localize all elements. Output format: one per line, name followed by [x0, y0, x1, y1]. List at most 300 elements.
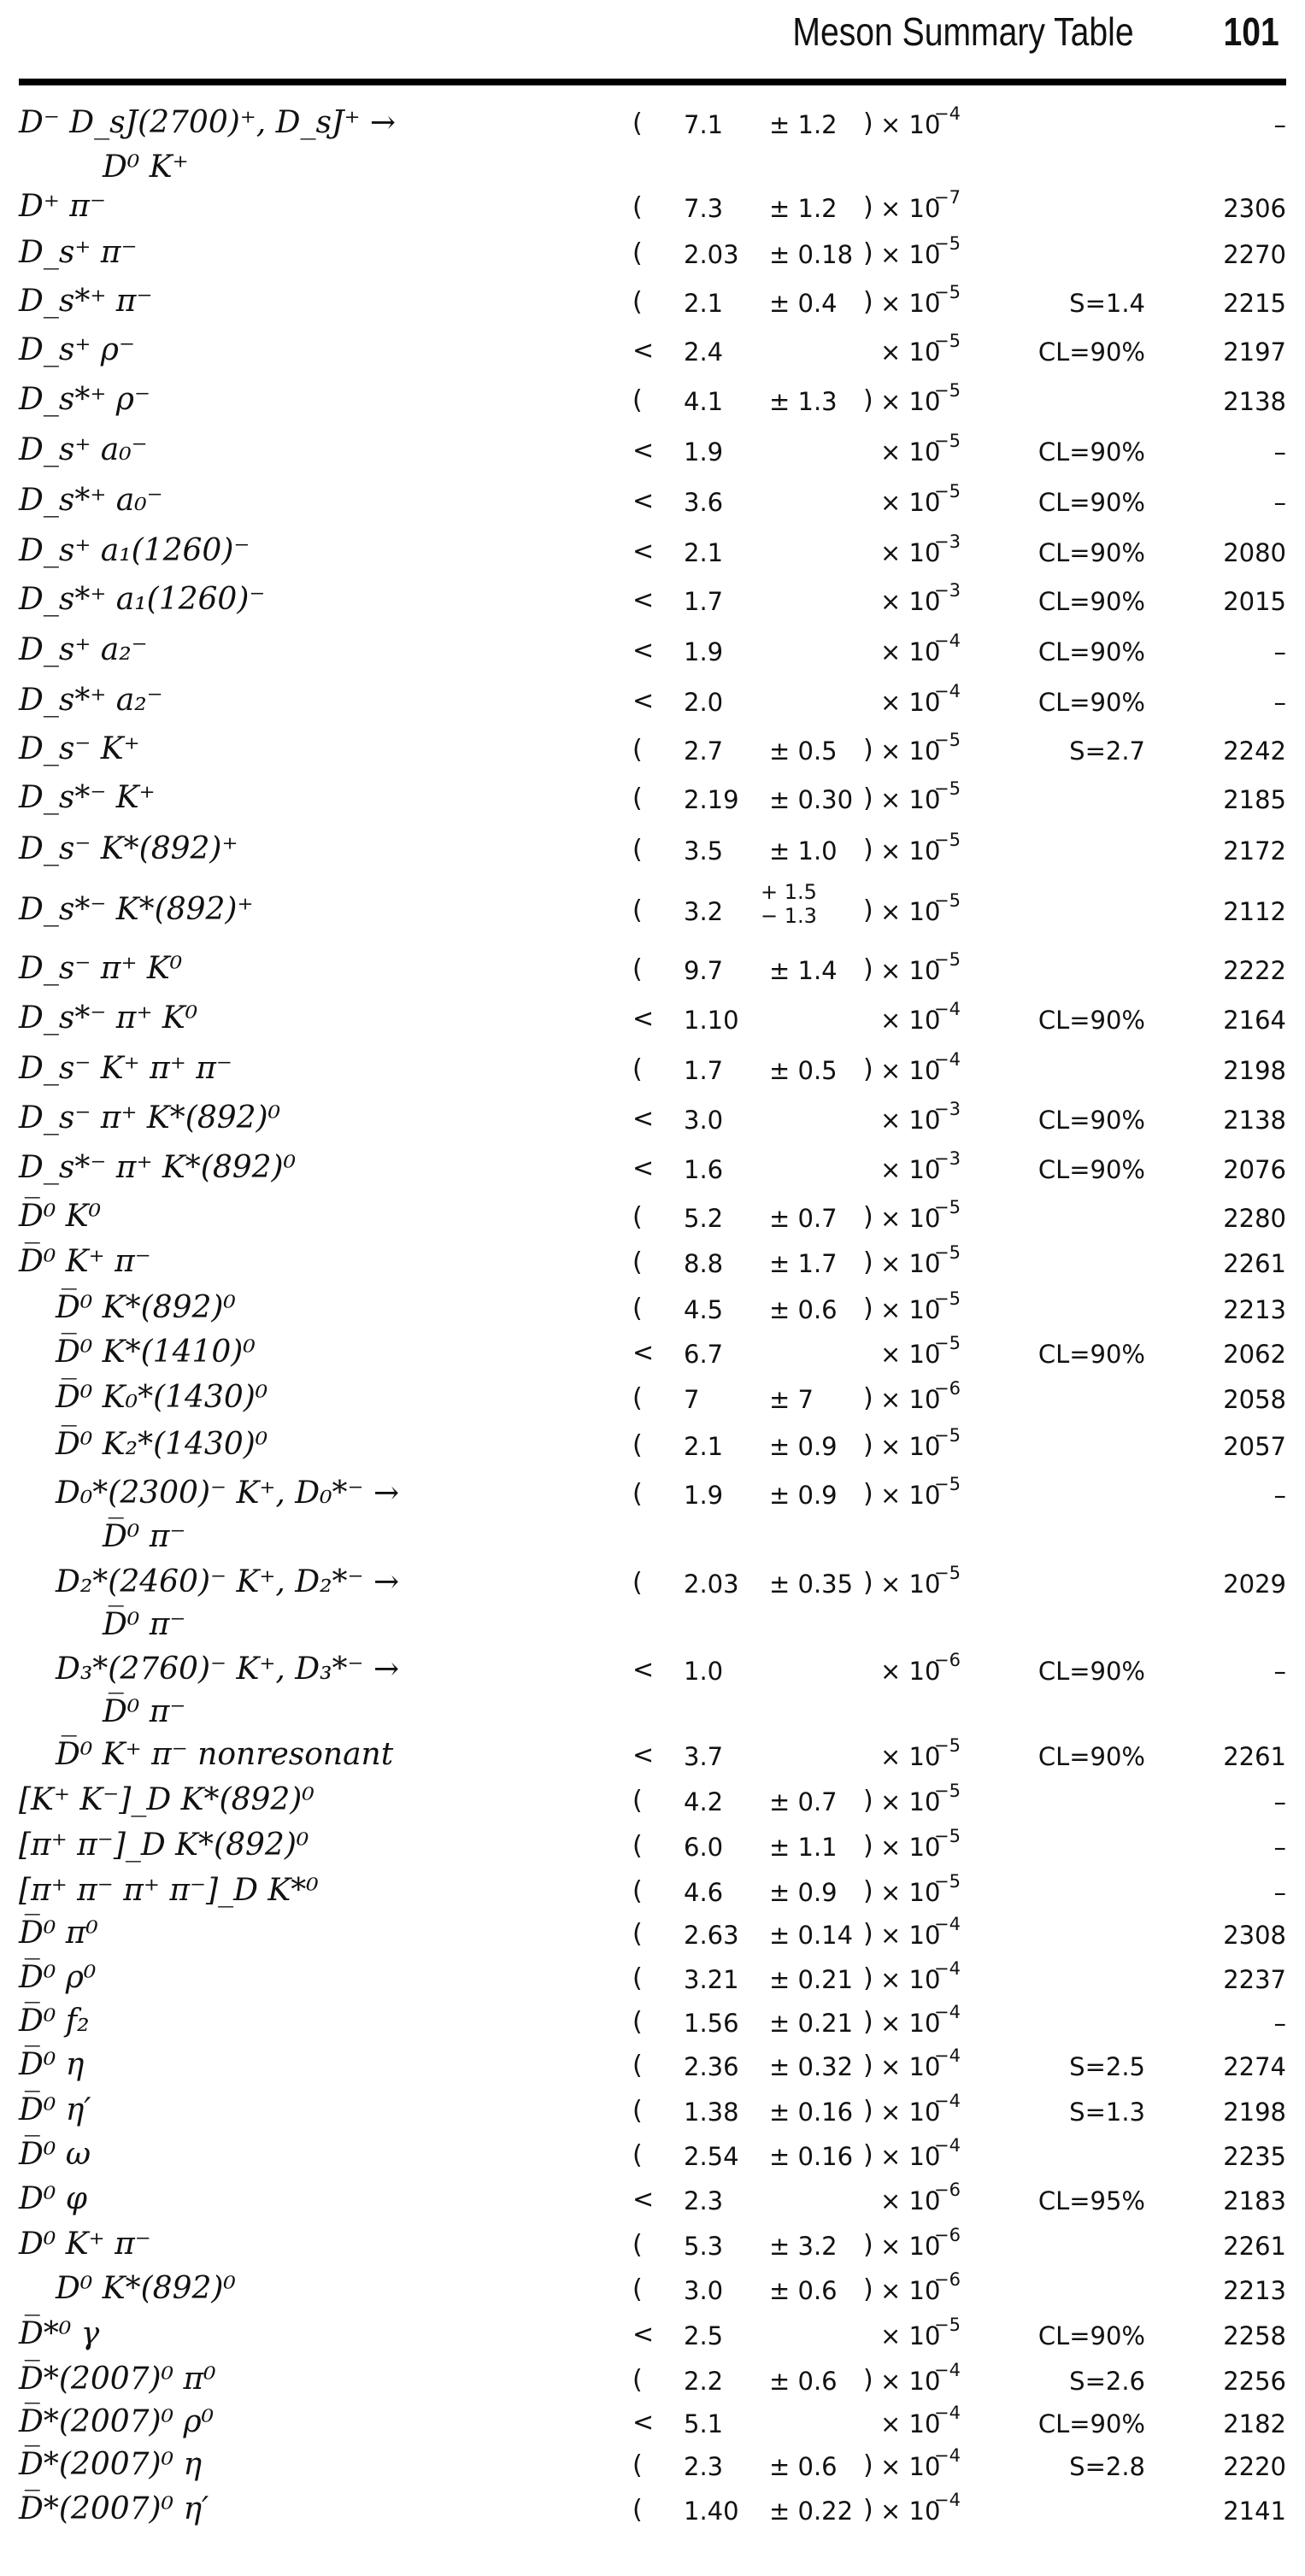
momentum-value: 2215 — [1223, 289, 1286, 318]
decay-mode: D_s⁺ a₁(1260)⁻ — [19, 533, 250, 568]
exponent: −4 — [934, 2045, 961, 2066]
fraction-value: 1.7 — [684, 587, 724, 616]
close-paren: ) — [863, 1831, 873, 1861]
table-row — [0, 1519, 1305, 1562]
table-row — [0, 2004, 1305, 2046]
exponent: −4 — [934, 2403, 961, 2423]
table-row — [0, 1051, 1305, 1094]
table-row — [0, 2404, 1305, 2447]
relation-symbol: < — [632, 2320, 655, 2350]
relation-symbol: ( — [632, 954, 643, 984]
momentum-value: 2138 — [1223, 1106, 1286, 1135]
momentum-value: 2198 — [1223, 1056, 1286, 1085]
close-paren: ) — [863, 1294, 873, 1323]
fraction-value: 2.1 — [684, 538, 724, 567]
momentum-value: 2185 — [1223, 785, 1286, 814]
close-paren: ) — [863, 2140, 873, 2170]
close-paren: ) — [863, 1383, 873, 1413]
table-row — [0, 189, 1305, 232]
relation-symbol: < — [632, 1655, 655, 1685]
table-row — [0, 1916, 1305, 1958]
momentum-value: – — [1273, 110, 1286, 139]
close-paren: ) — [863, 2051, 873, 2080]
fit-note: CL=90% — [1038, 1657, 1145, 1686]
fraction-error: ± 0.30 — [769, 785, 854, 814]
decay-mode: D̅⁰ K*(892)⁰ — [56, 1290, 236, 1325]
scale-factor: × 10 — [880, 956, 941, 985]
scale-factor: × 10 — [880, 1570, 941, 1599]
exponent: −5 — [934, 481, 961, 502]
scale-factor: × 10 — [880, 836, 941, 866]
decay-mode: D̅⁰ π⁻ — [103, 1519, 186, 1554]
fit-note: CL=90% — [1038, 637, 1145, 666]
relation-symbol: ( — [632, 385, 643, 415]
relation-symbol: ( — [632, 1202, 643, 1232]
momentum-value: – — [1273, 2009, 1286, 2038]
decay-mode: D_s⁻ π⁺ K⁰ — [19, 951, 183, 986]
exponent: −3 — [934, 1099, 961, 1119]
table-row — [0, 1244, 1305, 1287]
momentum-value: – — [1273, 1833, 1286, 1862]
fraction-error: ± 0.7 — [769, 1204, 838, 1233]
fraction-value: 3.21 — [684, 1965, 739, 1994]
exponent: −5 — [934, 1425, 961, 1446]
close-paren: ) — [863, 1568, 873, 1598]
decay-mode: D̅⁰ π⁻ — [103, 1607, 186, 1642]
error-plus: + 1.5 — [761, 880, 817, 904]
scale-factor: × 10 — [880, 488, 941, 517]
fraction-value: 7.1 — [684, 110, 724, 139]
table-row — [0, 1199, 1305, 1241]
exponent: −3 — [934, 531, 961, 552]
table-row — [0, 533, 1305, 576]
fit-note: CL=90% — [1038, 337, 1145, 367]
close-paren: ) — [863, 1430, 873, 1460]
relation-symbol: < — [632, 537, 655, 566]
close-paren: ) — [863, 1963, 873, 1993]
decay-mode: D_s⁺ a₂⁻ — [19, 632, 148, 667]
fraction-value: 2.03 — [684, 240, 739, 269]
momentum-value: 2172 — [1223, 836, 1286, 866]
fraction-error: ± 1.2 — [769, 194, 838, 223]
exponent: −5 — [934, 949, 961, 970]
relation-symbol: ( — [632, 2365, 643, 2395]
scale-factor: × 10 — [880, 2276, 941, 2305]
fraction-error: ± 0.5 — [769, 1056, 838, 1085]
scale-factor: × 10 — [880, 2142, 941, 2171]
table-row — [0, 1476, 1305, 1518]
relation-symbol: ( — [632, 1430, 643, 1460]
relation-symbol: ( — [632, 2450, 643, 2480]
fraction-value: 2.3 — [684, 2186, 724, 2215]
relation-symbol: < — [632, 1153, 655, 1183]
fraction-error: ± 0.6 — [769, 2276, 838, 2305]
decay-mode: D̅⁰ ρ⁰ — [19, 1960, 97, 1995]
relation-symbol: ( — [632, 192, 643, 222]
table-row — [0, 432, 1305, 475]
fraction-value: 8.8 — [684, 1249, 724, 1278]
fraction-value: 1.6 — [684, 1155, 724, 1184]
fit-note: S=2.7 — [1069, 736, 1145, 766]
close-paren: ) — [863, 2274, 873, 2304]
momentum-value: 2213 — [1223, 1295, 1286, 1324]
fit-note: CL=90% — [1038, 1742, 1145, 1771]
momentum-value: – — [1273, 1481, 1286, 1510]
fit-note: CL=90% — [1038, 688, 1145, 717]
fraction-value: 1.38 — [684, 2098, 739, 2127]
fraction-error: ± 0.35 — [769, 1570, 854, 1599]
exponent: −3 — [934, 1148, 961, 1169]
exponent: −6 — [934, 1650, 961, 1670]
relation-symbol: ( — [632, 1383, 643, 1413]
relation-symbol: < — [632, 2185, 655, 2215]
exponent: −4 — [934, 2135, 961, 2156]
scale-factor: × 10 — [880, 337, 941, 367]
exponent: −5 — [934, 282, 961, 302]
exponent: −5 — [934, 1242, 961, 1263]
fraction-error: ± 0.16 — [769, 2142, 854, 2171]
fraction-value: 2.03 — [684, 1570, 739, 1599]
fraction-error: ± 1.1 — [769, 1833, 838, 1862]
decay-mode: D̅⁰ f₂ — [19, 2004, 90, 2039]
momentum-value: 2261 — [1223, 2232, 1286, 2261]
decay-mode: D⁰ K⁺ — [103, 150, 189, 185]
scale-factor: × 10 — [880, 1787, 941, 1816]
exponent: −4 — [934, 999, 961, 1019]
scale-factor: × 10 — [880, 110, 941, 139]
close-paren: ) — [863, 2365, 873, 2395]
scale-factor: × 10 — [880, 1006, 941, 1035]
scale-factor: × 10 — [880, 2009, 941, 2038]
decay-mode: D_s⁺ ρ⁻ — [19, 332, 135, 367]
close-paren: ) — [863, 735, 873, 765]
fit-note: S=2.6 — [1069, 2367, 1145, 2396]
decay-mode: D̅⁰ K*(1410)⁰ — [56, 1335, 256, 1370]
fraction-error: ± 1.2 — [769, 110, 838, 139]
decay-mode: D_s*⁺ a₀⁻ — [19, 483, 163, 518]
scale-factor: × 10 — [880, 2452, 941, 2481]
fit-note: S=1.3 — [1069, 2098, 1145, 2127]
momentum-value: 2261 — [1223, 1249, 1286, 1278]
momentum-value: – — [1273, 437, 1286, 466]
close-paren: ) — [863, 287, 873, 317]
fraction-value: 4.2 — [684, 1787, 724, 1816]
table-row — [0, 1737, 1305, 1780]
scale-factor: × 10 — [880, 587, 941, 616]
relation-symbol: < — [632, 1740, 655, 1770]
table-row — [0, 831, 1305, 874]
exponent: −5 — [934, 1197, 961, 1218]
decay-mode: D⁰ K⁺ π⁻ — [19, 2227, 151, 2262]
table-row — [0, 2092, 1305, 2135]
relation-symbol: ( — [632, 2096, 643, 2126]
close-paren: ) — [863, 2096, 873, 2126]
decay-mode: D̅*(2007)⁰ η′ — [19, 2491, 209, 2526]
exponent: −5 — [934, 1871, 961, 1892]
table-row — [0, 105, 1305, 148]
exponent: −5 — [934, 1563, 961, 1583]
exponent: −4 — [934, 2002, 961, 2022]
fraction-value: 2.7 — [684, 736, 724, 766]
fit-note: CL=90% — [1038, 2409, 1145, 2438]
decay-mode: D̅⁰ K₀*(1430)⁰ — [56, 1380, 268, 1415]
exponent: −5 — [934, 1781, 961, 1801]
momentum-value: 2112 — [1223, 897, 1286, 926]
fraction-value: 4.6 — [684, 1878, 724, 1907]
decay-mode: D_s*⁻ π⁺ K⁰ — [19, 1000, 198, 1036]
table-row — [0, 683, 1305, 725]
momentum-value: 2222 — [1223, 956, 1286, 985]
momentum-value: 2080 — [1223, 538, 1286, 567]
close-paren: ) — [863, 1054, 873, 1084]
fraction-error: ± 0.7 — [769, 1787, 838, 1816]
exponent: −6 — [934, 2180, 961, 2200]
relation-symbol: ( — [632, 238, 643, 268]
relation-symbol: ( — [632, 735, 643, 765]
table-row — [0, 483, 1305, 525]
momentum-value: 2076 — [1223, 1155, 1286, 1184]
close-paren: ) — [863, 954, 873, 984]
fit-note: CL=90% — [1038, 488, 1145, 517]
momentum-value: 2308 — [1223, 1921, 1286, 1950]
relation-symbol: < — [632, 336, 655, 366]
relation-symbol: ( — [632, 1963, 643, 1993]
exponent: −5 — [934, 431, 961, 451]
decay-mode: D⁰ φ — [19, 2181, 87, 2216]
decay-mode: [π⁺ π⁻]_D K*(892)⁰ — [19, 1828, 309, 1863]
exponent: −4 — [934, 1049, 961, 1070]
momentum-value: 2280 — [1223, 1204, 1286, 1233]
scale-factor: × 10 — [880, 637, 941, 666]
exponent: −4 — [934, 631, 961, 651]
fraction-error: ± 0.9 — [769, 1481, 838, 1510]
close-paren: ) — [863, 1247, 873, 1277]
table-row — [0, 1960, 1305, 2003]
relation-symbol: ( — [632, 1876, 643, 1906]
fraction-value: 2.3 — [684, 2452, 724, 2481]
asymmetric-error — [761, 880, 817, 928]
exponent: −5 — [934, 890, 961, 911]
scale-factor: × 10 — [880, 240, 941, 269]
relation-symbol: ( — [632, 1247, 643, 1277]
fit-note: CL=90% — [1038, 1006, 1145, 1035]
momentum-value: 2182 — [1223, 2409, 1286, 2438]
close-paren: ) — [863, 1479, 873, 1509]
exponent: −5 — [934, 331, 961, 351]
momentum-value: 2062 — [1223, 1340, 1286, 1369]
table-row — [0, 2271, 1305, 2314]
exponent: −4 — [934, 1914, 961, 1934]
relation-symbol: < — [632, 486, 655, 516]
exponent: −5 — [934, 2315, 961, 2335]
momentum-value: 2198 — [1223, 2098, 1286, 2127]
scale-factor: × 10 — [880, 289, 941, 318]
exponent: −6 — [934, 2269, 961, 2290]
fraction-error: ± 1.0 — [769, 836, 838, 866]
fit-note: CL=90% — [1038, 2321, 1145, 2350]
table-row — [0, 235, 1305, 278]
momentum-value: 2237 — [1223, 1965, 1286, 1994]
close-paren: ) — [863, 2450, 873, 2480]
exponent: −6 — [934, 2225, 961, 2245]
fit-note: S=2.5 — [1069, 2052, 1145, 2081]
fraction-value: 4.5 — [684, 1295, 724, 1324]
scale-factor: × 10 — [880, 1878, 941, 1907]
decay-mode: D̅⁰ ω — [19, 2137, 91, 2172]
table-row — [0, 1694, 1305, 1737]
fraction-value: 7.3 — [684, 194, 724, 223]
momentum-value: 2258 — [1223, 2321, 1286, 2350]
relation-symbol: ( — [632, 783, 643, 813]
momentum-value: 2261 — [1223, 1742, 1286, 1771]
fraction-value: 2.1 — [684, 289, 724, 318]
relation-symbol: < — [632, 686, 655, 716]
relation-symbol: < — [632, 1338, 655, 1368]
table-row — [0, 150, 1305, 192]
decay-mode: D⁻ D_sJ(2700)⁺, D_sJ⁺ → — [19, 105, 397, 140]
exponent: −4 — [934, 2091, 961, 2111]
relation-symbol: < — [632, 1004, 655, 1034]
decay-mode: D_s⁻ K⁺ — [19, 731, 140, 766]
decay-mode: D̅*(2007)⁰ π⁰ — [19, 2362, 216, 2397]
scale-factor: × 10 — [880, 2098, 941, 2127]
table-row — [0, 880, 1305, 935]
fraction-value: 3.6 — [684, 488, 724, 517]
decay-mode: D̅⁰ K⁺ π⁻ — [19, 1244, 151, 1279]
decay-mode: D̅⁰ π⁰ — [19, 1916, 98, 1951]
table-row — [0, 2227, 1305, 2269]
relation-symbol: ( — [632, 1831, 643, 1861]
momentum-value: – — [1273, 1878, 1286, 1907]
fraction-error: ± 1.4 — [769, 956, 838, 985]
fit-note: CL=90% — [1038, 538, 1145, 567]
relation-symbol: ( — [632, 2230, 643, 2260]
table-row — [0, 1150, 1305, 1193]
fraction-error: ± 0.5 — [769, 736, 838, 766]
fraction-error: ± 0.22 — [769, 2497, 854, 2526]
decay-mode: D_s⁻ K⁺ π⁺ π⁻ — [19, 1051, 232, 1086]
close-paren: ) — [863, 1919, 873, 1949]
scale-factor: × 10 — [880, 2186, 941, 2215]
fraction-error: ± 3.2 — [769, 2232, 838, 2261]
fraction-value: 3.0 — [684, 2276, 724, 2305]
fraction-value: 2.2 — [684, 2367, 724, 2396]
decay-mode: D_s*⁺ a₂⁻ — [19, 683, 163, 718]
scale-factor: × 10 — [880, 1742, 941, 1771]
scale-factor: × 10 — [880, 387, 941, 416]
momentum-value: – — [1273, 637, 1286, 666]
scale-factor: × 10 — [880, 2497, 941, 2526]
table-row — [0, 284, 1305, 326]
decay-mode: [π⁺ π⁻ π⁺ π⁻]_D K*⁰ — [19, 1873, 319, 1908]
momentum-value: 2015 — [1223, 587, 1286, 616]
momentum-value: 2197 — [1223, 337, 1286, 367]
fraction-error: ± 0.6 — [769, 2452, 838, 2481]
scale-factor: × 10 — [880, 1385, 941, 1414]
momentum-value: 2256 — [1223, 2367, 1286, 2396]
close-paren: ) — [863, 895, 873, 925]
fraction-error: ± 0.9 — [769, 1432, 838, 1461]
momentum-value: 2274 — [1223, 2052, 1286, 2081]
table-row — [0, 2137, 1305, 2180]
fraction-value: 2.4 — [684, 337, 724, 367]
scale-factor: × 10 — [880, 1432, 941, 1461]
table-row — [0, 1100, 1305, 1143]
table-row — [0, 1564, 1305, 1607]
table-row — [0, 1873, 1305, 1916]
relation-symbol: ( — [632, 895, 643, 925]
fraction-value: 5.3 — [684, 2232, 724, 2261]
momentum-value: 2220 — [1223, 2452, 1286, 2481]
scale-factor: × 10 — [880, 1155, 941, 1184]
table-row — [0, 1652, 1305, 1694]
close-paren: ) — [863, 385, 873, 415]
table-row — [0, 2362, 1305, 2404]
fit-note: CL=90% — [1038, 1106, 1145, 1135]
exponent: −3 — [934, 580, 961, 601]
close-paren: ) — [863, 192, 873, 222]
momentum-value: 2164 — [1223, 1006, 1286, 1035]
fraction-value: 1.10 — [684, 1006, 739, 1035]
exponent: −4 — [934, 681, 961, 701]
momentum-value: – — [1273, 1787, 1286, 1816]
decay-mode: D_s⁺ a₀⁻ — [19, 432, 148, 467]
table-row — [0, 332, 1305, 375]
close-paren: ) — [863, 2495, 873, 2525]
close-paren: ) — [863, 783, 873, 813]
scale-factor: × 10 — [880, 1295, 941, 1324]
relation-symbol: ( — [632, 835, 643, 865]
scale-factor: × 10 — [880, 1106, 941, 1135]
fraction-error: ± 0.21 — [769, 2009, 854, 2038]
scale-factor: × 10 — [880, 1340, 941, 1369]
fraction-error: ± 7 — [769, 1385, 814, 1414]
fraction-error: ± 0.16 — [769, 2098, 854, 2127]
fit-note: S=2.8 — [1069, 2452, 1145, 2481]
relation-symbol: ( — [632, 2495, 643, 2525]
fraction-error: ± 0.32 — [769, 2052, 854, 2081]
fraction-value: 2.1 — [684, 1432, 724, 1461]
fraction-value: 2.19 — [684, 785, 739, 814]
fraction-value: 2.54 — [684, 2142, 739, 2171]
relation-symbol: ( — [632, 2140, 643, 2170]
table-row — [0, 382, 1305, 425]
fraction-value: 5.1 — [684, 2409, 724, 2438]
exponent: −5 — [934, 1826, 961, 1846]
momentum-value: 2138 — [1223, 387, 1286, 416]
relation-symbol: < — [632, 1104, 655, 1134]
exponent: −5 — [934, 730, 961, 750]
scale-factor: × 10 — [880, 2052, 941, 2081]
exponent: −4 — [934, 2360, 961, 2380]
fraction-error: ± 0.6 — [769, 1295, 838, 1324]
scale-factor: × 10 — [880, 194, 941, 223]
exponent: −7 — [934, 187, 961, 208]
scale-factor: × 10 — [880, 538, 941, 567]
decay-mode: D_s*⁻ K*(892)⁺ — [19, 892, 254, 927]
relation-symbol: ( — [632, 1054, 643, 1084]
scale-factor: × 10 — [880, 1204, 941, 1233]
scale-factor: × 10 — [880, 437, 941, 466]
exponent: −5 — [934, 1474, 961, 1494]
fraction-value: 4.1 — [684, 387, 724, 416]
page-number: 101 — [1223, 9, 1279, 54]
momentum-value: – — [1273, 688, 1286, 717]
scale-factor: × 10 — [880, 897, 941, 926]
scale-factor: × 10 — [880, 2232, 941, 2261]
table-row — [0, 2447, 1305, 2490]
fraction-error: ± 1.3 — [769, 387, 838, 416]
